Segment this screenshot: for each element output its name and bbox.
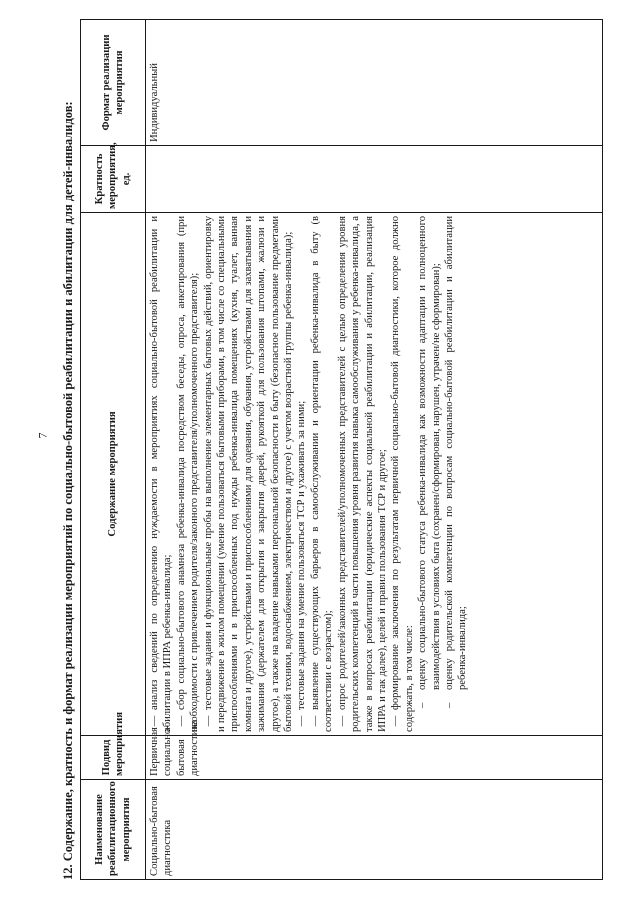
content-subitem: – оценку родительской компетенции по вопросам социально-бытовой реабилитации и абилитации ребенка-инвалида; xyxy=(443,216,469,708)
cell-name: Социально-бытовая диагностика xyxy=(146,780,603,880)
cell-content xyxy=(146,213,603,736)
dash-mark: — xyxy=(149,715,160,727)
cell-format: Индивидуальный xyxy=(146,20,603,146)
content-item: —тестовые задания и функциональные пробы на выполнение элементарных бытовых действий, ориентировку и передвижение в жилом помещении (умение пользоваться бытовыми приборами, в том числе со специальными приспособлениями и в приспособленных под нужды ребенка-инвалида помещениях (кухня, туалет, ванная комната и другое), устройствами и приспособлениями для одевания, обувания, устройствами для захватывания и зажимания (держателем для открытия и закрытия дверей, рукояткой для пользования штопами, жалюзи и другое), а также на владение навыками персональной безопасности в быту (безопасное пользование предметами бытовой техники, водоснабжением, электричеством и другое) с учетом возрастной группы ребенка-инвалида); xyxy=(202,216,295,732)
table-row xyxy=(146,20,603,880)
content-item: —сбор социально-бытового анамнеза ребенка-инвалида посредством беседы, опроса, анкетирования (при необходимости с привлечением родителя/законного представителя/уполномоченного представителя); xyxy=(175,216,201,732)
page-number: 7 xyxy=(35,432,50,439)
dash-mark: — xyxy=(309,715,321,727)
header-frequency: Кратность мероприятия, ед. xyxy=(81,146,146,213)
rotated-content xyxy=(56,20,608,880)
dash-mark: — xyxy=(296,715,308,727)
content-item: —опрос родителей/законных представителей/уполномоченных представителей с целью определения уровня родительских компетенций в части повышения уровня развития навыка самообслуживания у ребенка-инвалида, а также в вопросах реабилитации (юридические аспекты социальной реабилитации и абилитации, реализация ИПРА и так далее), целей и правил пользования ТСР и другое; xyxy=(336,216,388,732)
header-format: Формат реализации мероприятия xyxy=(81,20,146,146)
header-content: Содержание мероприятия xyxy=(81,213,146,736)
header-subtype: Подвид мероприятия xyxy=(81,736,146,780)
dash-mark: — xyxy=(175,715,187,727)
dash-mark: – xyxy=(443,702,455,708)
section-heading: 12. Содержание, кратность и формат реализации мероприятий по социально-бытовой реабилитации и абилитации для детей-инвалидов: xyxy=(61,101,75,880)
cell-subtype: Первичная социально-бытовая диагностика xyxy=(146,736,603,780)
content-item: —формирование заключения по результатам первичной социально-бытовой диагностики, которое должно содержать, в том числе: xyxy=(390,216,415,732)
dash-mark: — xyxy=(336,715,348,727)
header-name: Наименование реабилитационного мероприятия xyxy=(81,780,146,880)
content-item: —выявление существующих барьеров в самообслуживании и ориентации ребенка-инвалида в быту (в соответствии с возрастом); xyxy=(309,216,335,732)
content-item: —анализ сведений по определению нуждаемости в мероприятиях социально-бытовой реабилитации и абилитации в ИПРА ребенка-инвалида; xyxy=(149,216,174,732)
cell-frequency xyxy=(146,146,603,213)
content-item: —тестовые задания на умение пользоваться ТСР и ухаживать за ними; xyxy=(295,216,308,732)
dash-mark: — xyxy=(202,715,214,727)
table-header-row xyxy=(81,20,146,880)
dash-mark: — xyxy=(390,715,402,727)
measures-table xyxy=(80,19,603,880)
dash-mark: – xyxy=(417,702,429,708)
content-subitem: – оценку социально-бытового статуса ребенка-инвалида как возможности адаптации и полноценного взаимодействия в условиях быта (сохранен/сформирован, нарушен, утрачен/не сформирован); xyxy=(417,216,442,708)
